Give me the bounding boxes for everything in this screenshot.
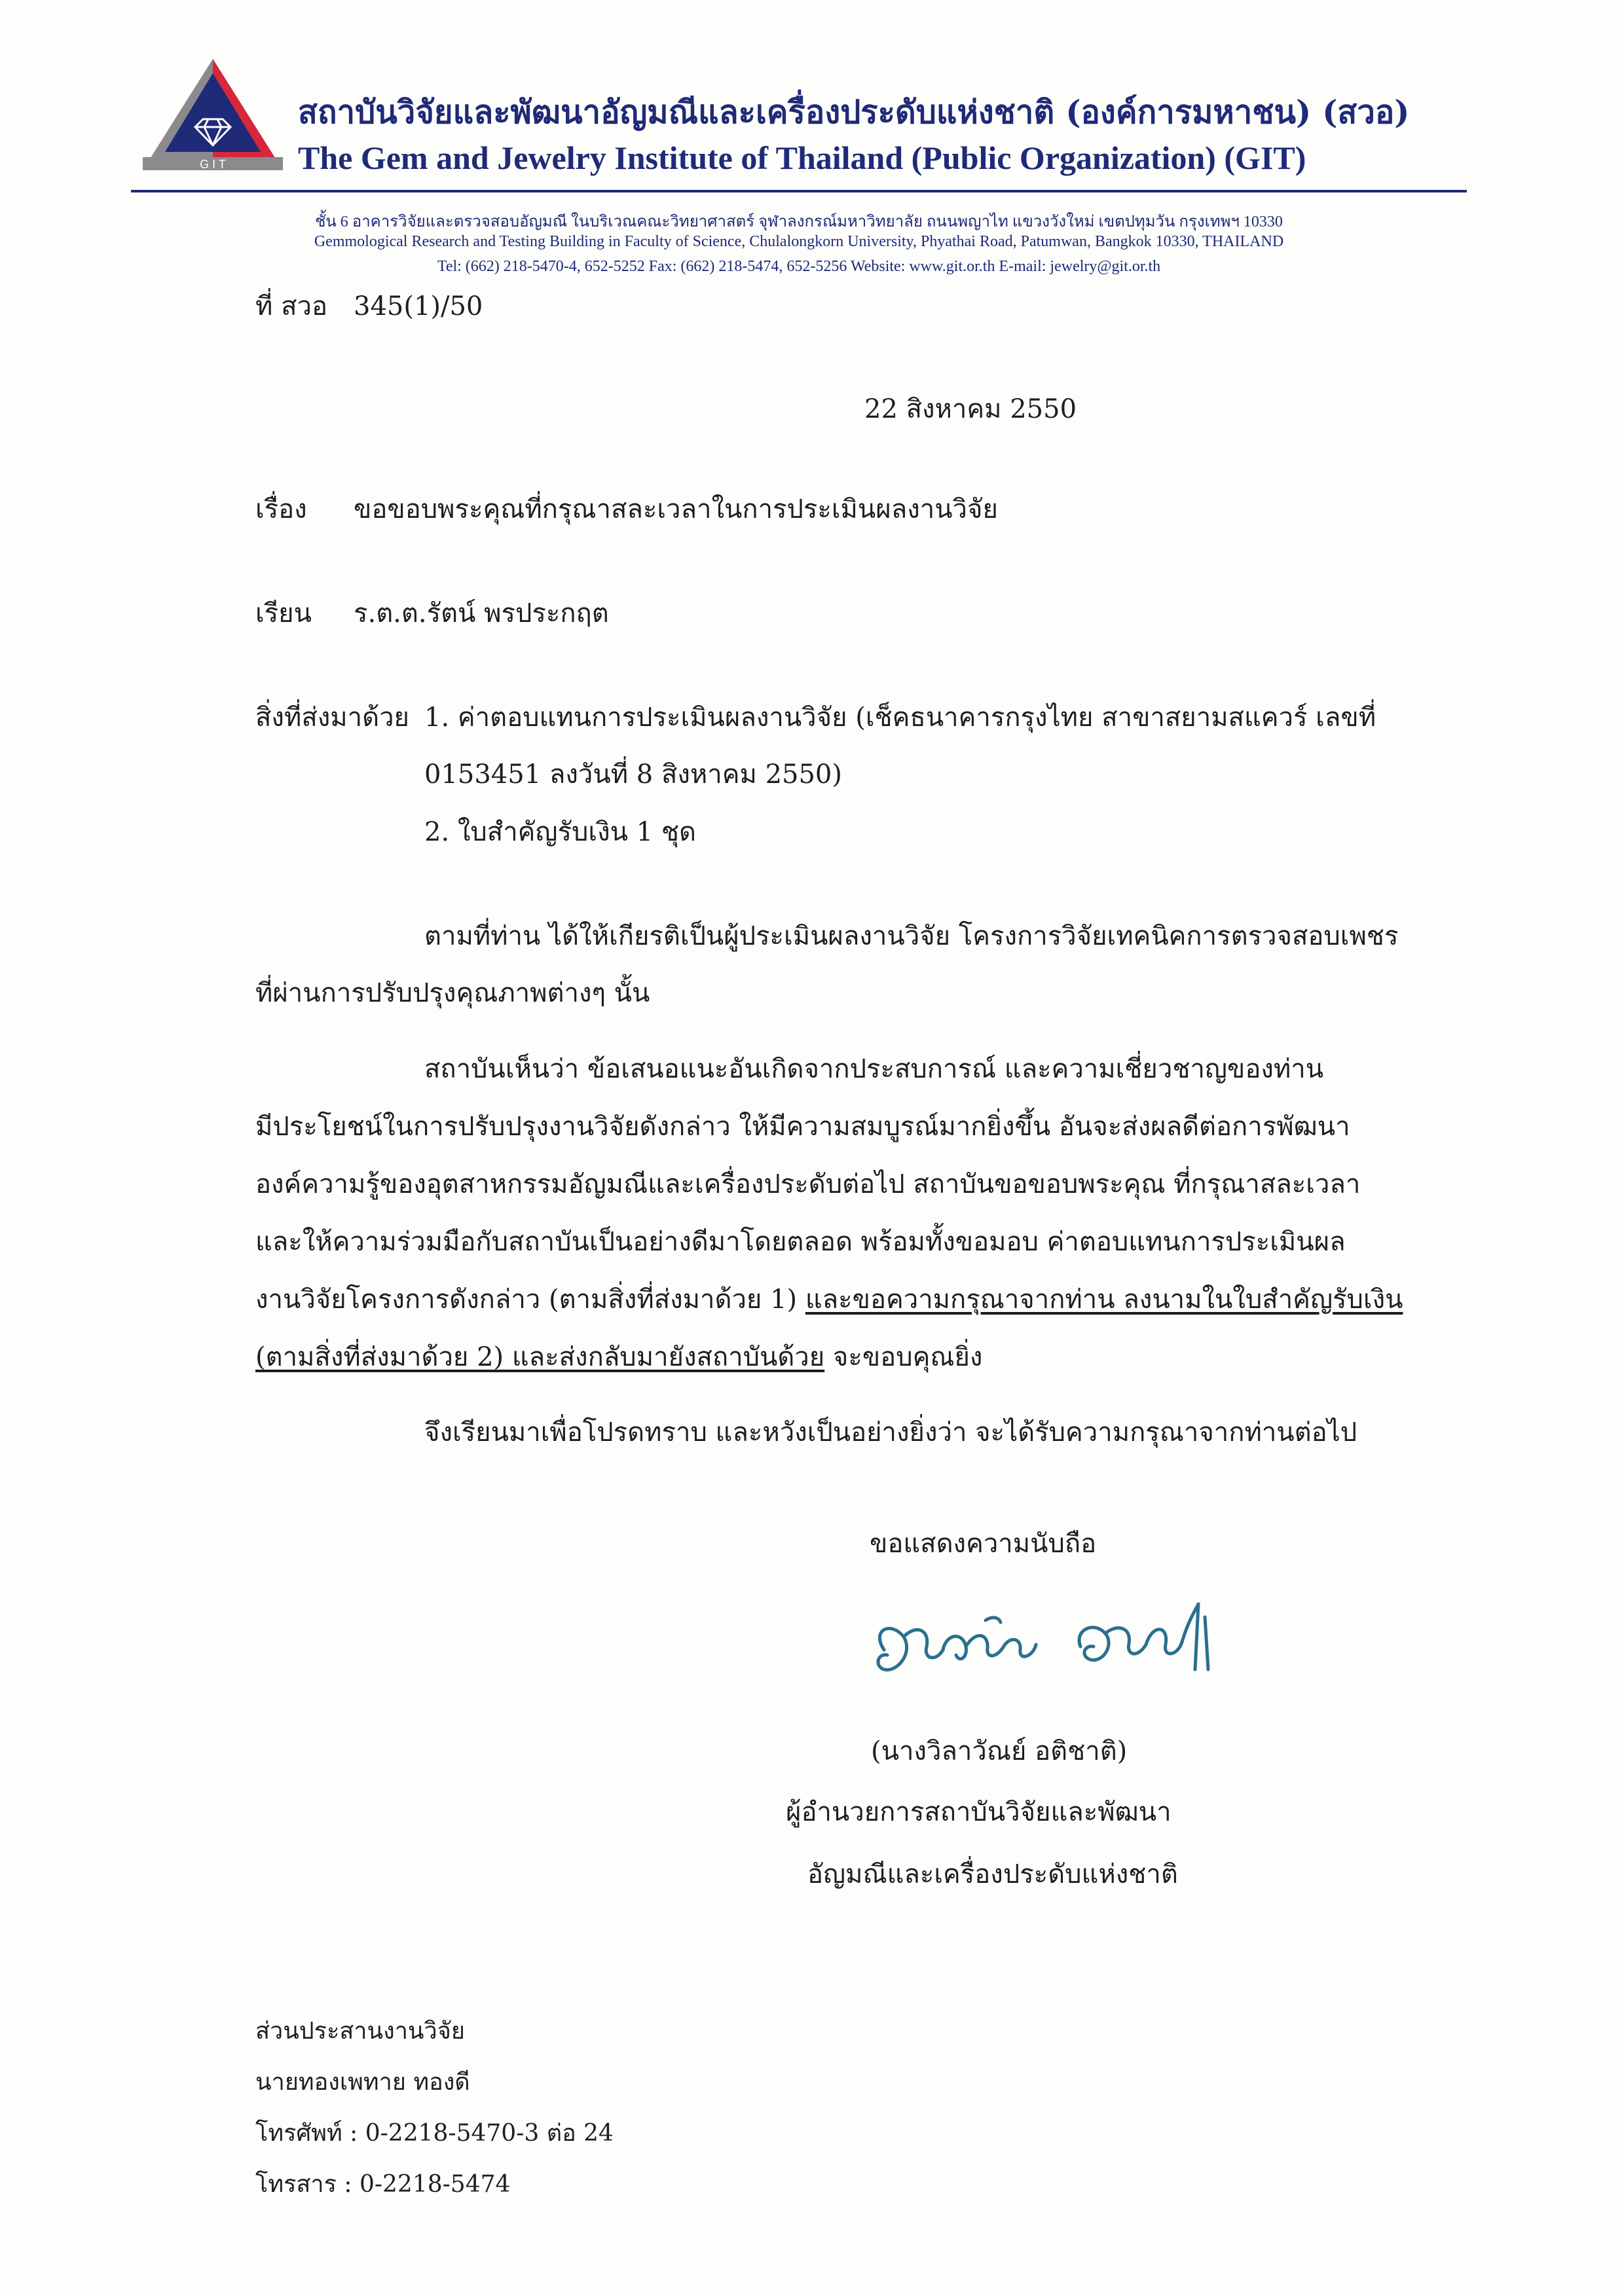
institute-name-thai: สถาบันวิจัยและพัฒนาอัญมณีและเครื่องประดับแห่งชาติ (องค์การมหาชน) (สวอ): [298, 93, 1410, 131]
contact-info: Tel: (662) 218-5470-4, 652-5252 Fax: (662) 218-5474, 652-5256 Website: www.git.or.th E-mail: jewelry@git.or.th: [437, 258, 1161, 275]
recipient-label: เรียน: [255, 598, 312, 629]
underlined-request: และขอความกรุณาจากท่าน ลงนามในใบสำคัญรับเงิน: [805, 1285, 1403, 1315]
letter-date: 22 สิงหาคม 2550: [864, 394, 1077, 424]
paragraph-2-text: จะขอบคุณยิ่ง: [824, 1342, 983, 1372]
paragraph-3: จึงเรียนมาเพื่อโปรดทราบ และหวังเป็นอย่างยิ่งว่า จะได้รับความกรุณาจากท่านต่อไป: [424, 1417, 1357, 1448]
paragraph-2-line: [255, 1344, 982, 1370]
closing-salutation: ขอแสดงความนับถือ: [870, 1529, 1097, 1559]
signer-title: ผู้อำนวยการสถาบันวิจัยและพัฒนา: [786, 1797, 1172, 1827]
logo-text: G I T: [200, 158, 226, 171]
footer-contact-person: นายทองเพทาย ทองดี: [255, 2069, 470, 2096]
paragraph-2-line: สถาบันเห็นว่า ข้อเสนอแนะอันเกิดจากประสบการณ์ และความเชี่ยวชาญของท่าน: [424, 1054, 1324, 1084]
paragraph-1-line: ที่ผ่านการปรับปรุงคุณภาพต่างๆ นั้น: [255, 978, 650, 1008]
address-thai: ชั้น 6 อาคารวิจัยและตรวจสอบอัญมณี ในบริเวณคณะวิทยาศาสตร์ จุฬาลงกรณ์มหาวิทยาลัย ถนนพญาไท แขวงวังใหม่ เขตปทุมวัน กรุงเทพฯ 10330: [315, 213, 1283, 230]
enclosure-item-1: 1. ค่าตอบแทนการประเมินผลงานวิจัย (เช็คธนาคารกรุงไทย สาขาสยามสแควร์ เลขที่: [424, 702, 1376, 733]
institute-name-english: The Gem and Jewelry Institute of Thailand (Public Organization) (GIT): [298, 139, 1306, 176]
paragraph-2-line: องค์ความรู้ของอุตสาหกรรมอัญมณีและเครื่องประดับต่อไป สถาบันขอขอบพระคุณ ที่กรุณาสละเวลา: [255, 1169, 1361, 1199]
subject-label: เรื่อง: [255, 494, 307, 524]
paragraph-2-line: มีประโยชน์ในการปรับปรุงงานวิจัยดังกล่าว ให้มีความสมบูรณ์มากยิ่งขึ้น อันจะส่งผลดีต่อการพัฒนา: [255, 1112, 1350, 1142]
paragraph-2-text: งานวิจัยโครงการดังกล่าว (ตามสิ่งที่ส่งมาด้วย 1): [255, 1285, 805, 1315]
paragraph-1-line: ตามที่ท่าน ได้ให้เกียรติเป็นผู้ประเมินผลงานวิจัย โครงการวิจัยเทคนิคการตรวจสอบเพชร: [424, 921, 1399, 951]
recipient-name: ร.ต.ต.รัตน์ พรประกฤต: [354, 598, 609, 629]
subject-text: ขอขอบพระคุณที่กรุณาสละเวลาในการประเมินผลงานวิจัย: [354, 494, 998, 524]
reference-label: ที่ สวอ: [255, 291, 327, 321]
footer-department: ส่วนประสานงานวิจัย: [255, 2018, 465, 2045]
enclosure-label: สิ่งที่ส่งมาด้วย: [255, 702, 409, 733]
git-logo: [138, 54, 288, 178]
signer-name: (นางวิลาวัณย์ อติชาติ): [871, 1736, 1128, 1766]
enclosure-item-2: 2. ใบสำคัญรับเงิน 1 ชุด: [424, 817, 696, 847]
enclosure-item-1-cont: 0153451 ลงวันที่ 8 สิงหาคม 2550): [424, 759, 842, 790]
underlined-request: (ตามสิ่งที่ส่งมาด้วย 2) และส่งกลับมายังสถาบันด้วย: [255, 1342, 825, 1372]
address-english: Gemmological Research and Testing Building in Faculty of Science, Chulalongkorn University, Phyathai Road, Patumwan, Bangkok 10330, THAILAND: [314, 233, 1284, 250]
footer-fax: โทรสาร : 0-2218-5474: [255, 2171, 511, 2198]
paragraph-2-line: [255, 1286, 1403, 1313]
signer-title: อัญมณีและเครื่องประดับแห่งชาติ: [807, 1859, 1178, 1889]
handwritten-signature: [858, 1584, 1238, 1689]
footer-phone: โทรศัพท์ : 0-2218-5470-3 ต่อ 24: [255, 2120, 614, 2147]
letterhead-divider: [131, 190, 1467, 192]
paragraph-2-line: และให้ความร่วมมือกับสถาบันเป็นอย่างดีมาโดยตลอด พร้อมทั้งขอมอบ ค่าตอบแทนการประเมินผล: [255, 1227, 1346, 1257]
reference-number: 345(1)/50: [354, 291, 483, 321]
